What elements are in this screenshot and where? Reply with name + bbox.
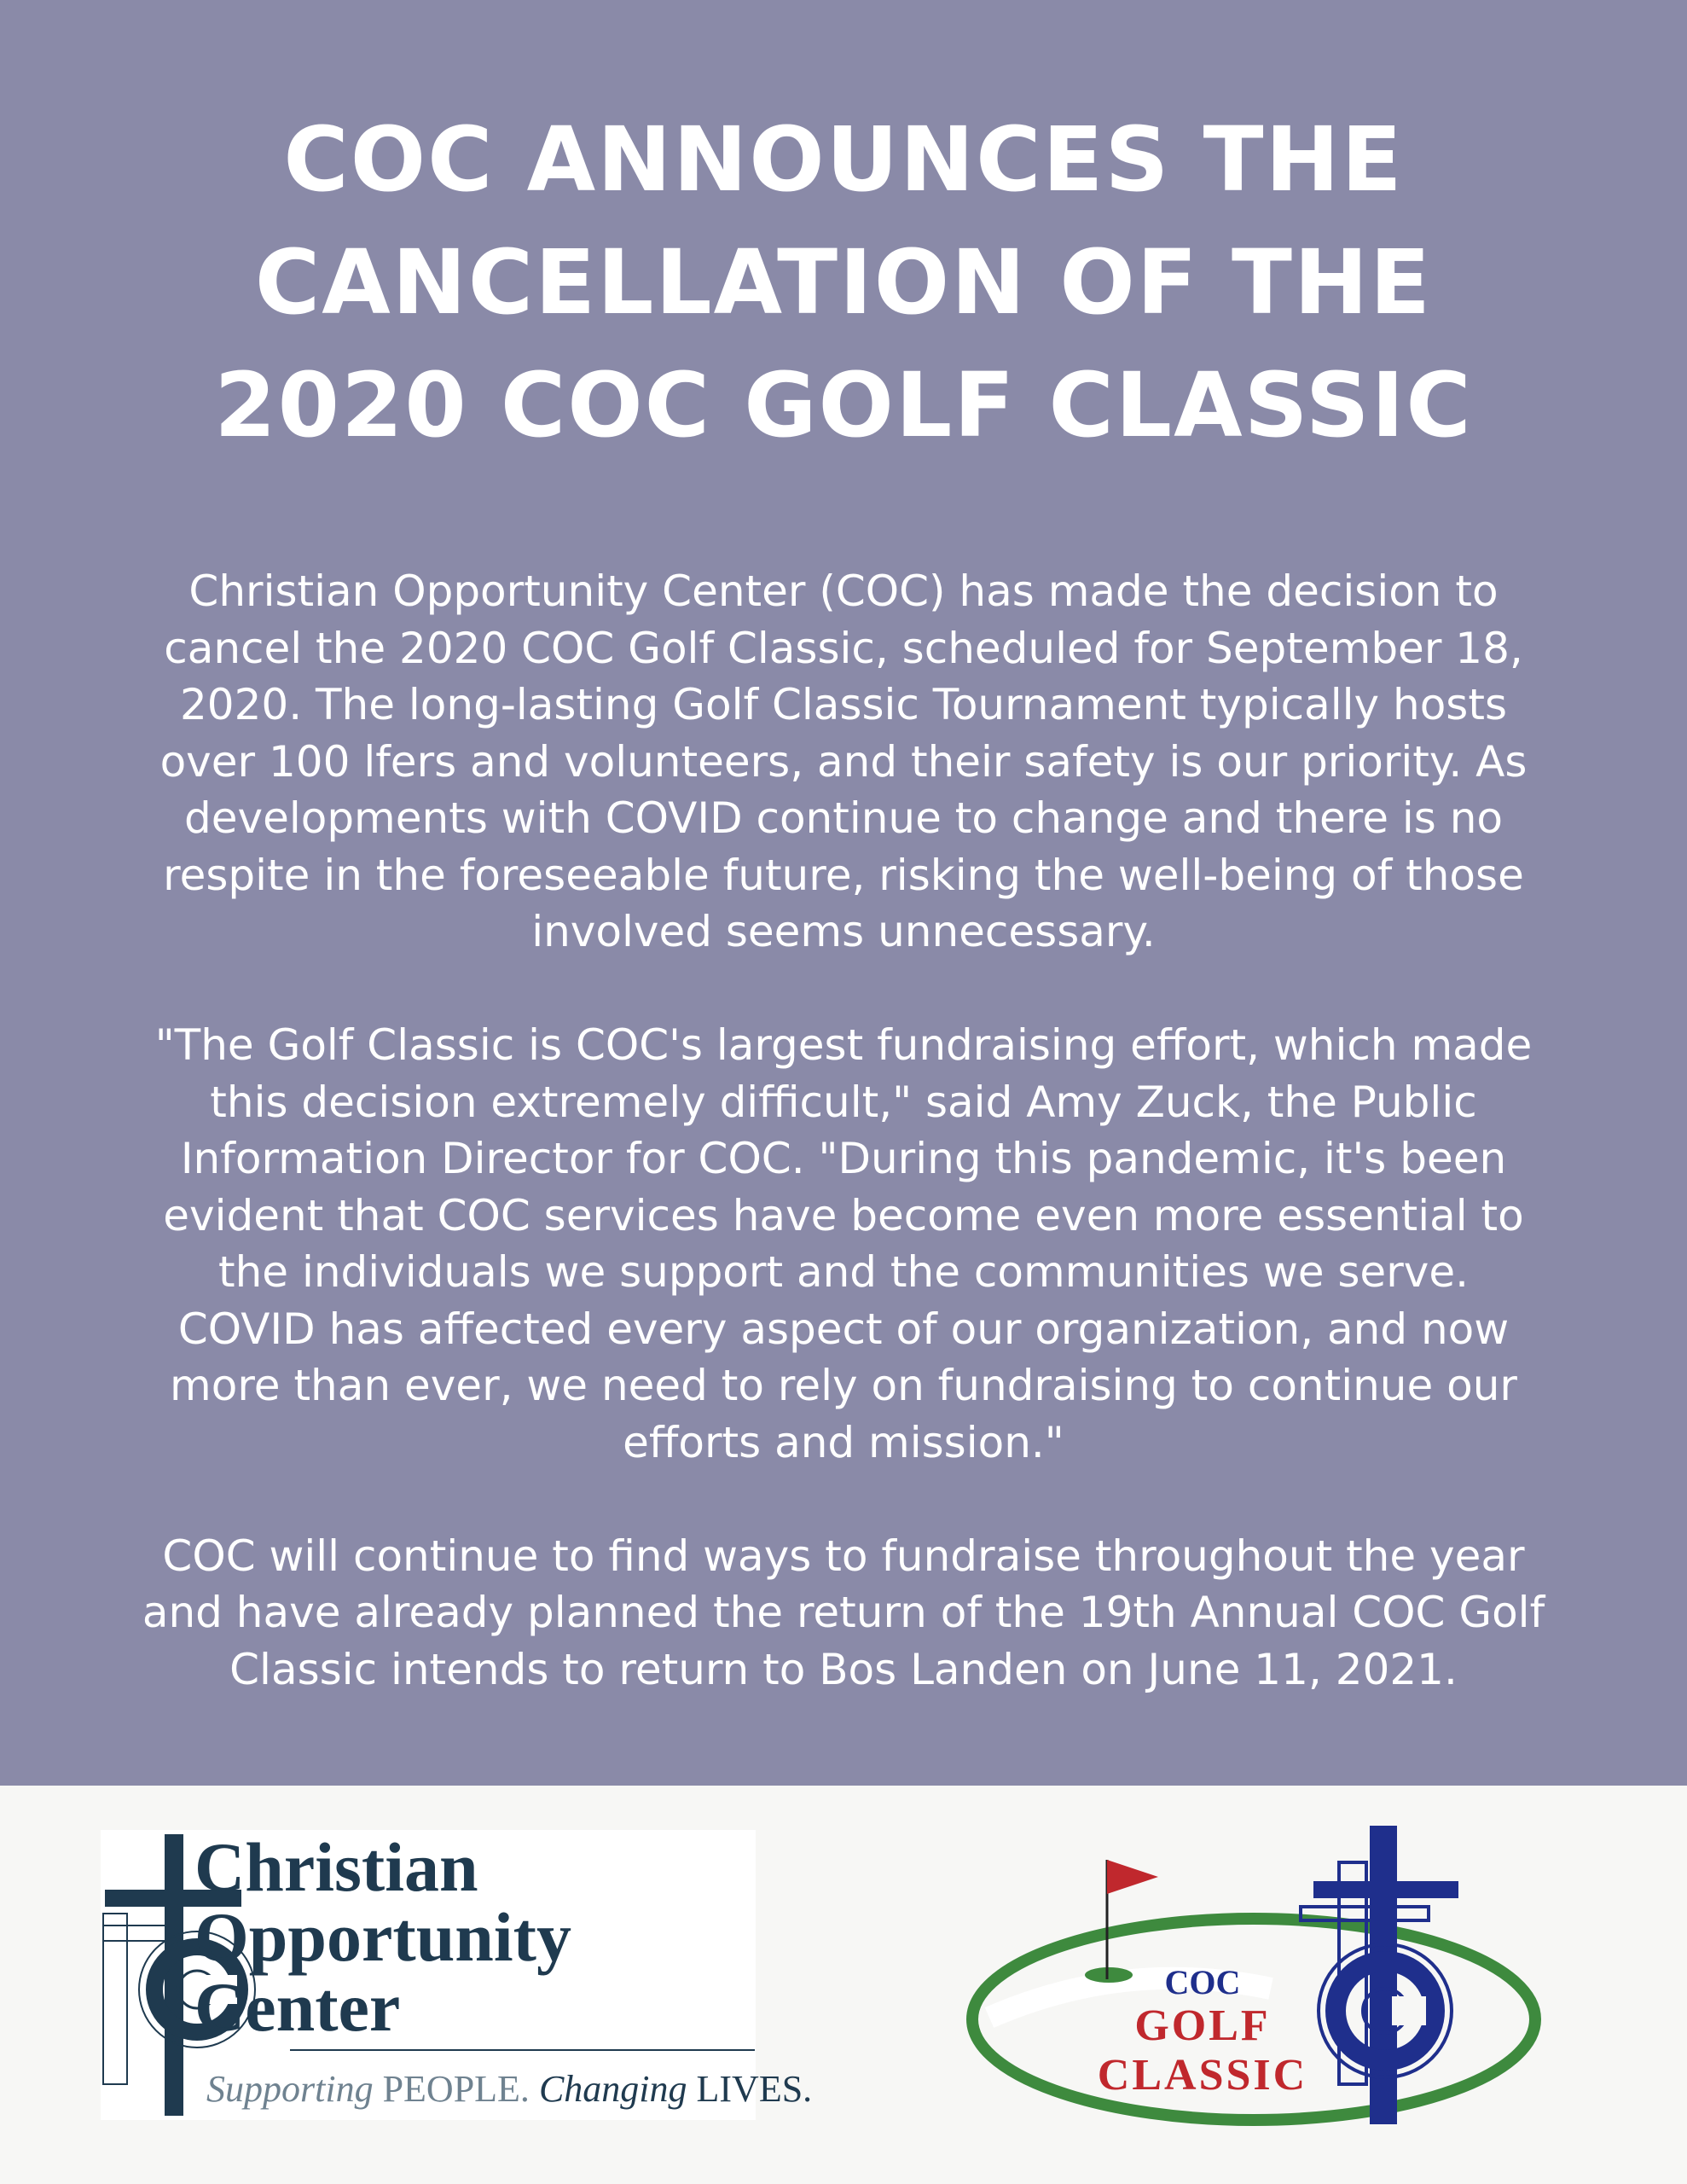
coc-name-line: Opportunity bbox=[194, 1898, 571, 1976]
body-line: this decision extremely difficult," said Amy Zuck, the Public bbox=[210, 1077, 1477, 1127]
paragraph-3 bbox=[0, 1528, 1687, 1699]
body-line: Classic intends to return to Bos Landen on June 11, 2021. bbox=[229, 1644, 1458, 1694]
body-line: Information Director for COC. "During this pandemic, it's been bbox=[180, 1134, 1507, 1183]
body-line: involved seems unnecessary. bbox=[531, 907, 1156, 956]
body-line: Christian Opportunity Center (COC) has made the decision to bbox=[188, 566, 1499, 616]
body-line: developments with COVID continue to change and there is no bbox=[183, 793, 1504, 843]
body-line: over 100 lfers and volunteers, and their safety is our priority. As bbox=[159, 736, 1528, 787]
body-line: COVID has affected every aspect of our organization, and now bbox=[177, 1304, 1510, 1354]
body-line: more than ever, we need to rely on fundraising to continue our bbox=[170, 1361, 1517, 1410]
announcement-body bbox=[0, 563, 1687, 1698]
body-line: the individuals we support and the communities we serve. bbox=[218, 1247, 1469, 1297]
coc-name-line: Christian bbox=[194, 1828, 478, 1906]
golf-logo-coc: COC bbox=[1164, 1963, 1241, 2001]
body-line: and have already planned the return of the 19th Annual COC Golf bbox=[142, 1588, 1545, 1637]
body-line: evident that COC services have become even more essential to bbox=[163, 1190, 1524, 1240]
paragraph-1 bbox=[0, 563, 1687, 961]
flag-icon bbox=[1107, 1860, 1158, 1894]
body-line: respite in the foreseeable future, risking the well-being of those bbox=[163, 850, 1524, 900]
logo-divider bbox=[290, 2049, 755, 2051]
body-line: 2020. The long-lasting Golf Classic Tournament typically hosts bbox=[179, 680, 1507, 729]
coc-name bbox=[194, 1828, 571, 2046]
coc-tagline: Supporting PEOPLE. Changing LIVES. bbox=[206, 2068, 813, 2110]
headline bbox=[0, 98, 1687, 467]
body-line: "The Golf Classic is COC's largest fundraising effort, which made bbox=[154, 1020, 1533, 1070]
body-line: COC will continue to find ways to fundraise throughout the year bbox=[162, 1531, 1525, 1581]
headline-line: COC ANNOUNCES THE bbox=[283, 107, 1404, 212]
body-line: efforts and mission." bbox=[623, 1417, 1064, 1467]
golf-logo-golf: GOLF bbox=[1134, 2001, 1271, 2050]
headline-line: 2020 COC GOLF CLASSIC bbox=[214, 353, 1473, 457]
paragraph-2 bbox=[0, 1017, 1687, 1471]
headline-line: CANCELLATION OF THE bbox=[254, 230, 1433, 334]
golf-logo-classic: CLASSIC bbox=[1097, 2051, 1308, 2100]
coc-name-line: Center bbox=[194, 1968, 401, 2046]
body-line: cancel the 2020 COC Golf Classic, scheduled for September 18, bbox=[164, 623, 1523, 673]
